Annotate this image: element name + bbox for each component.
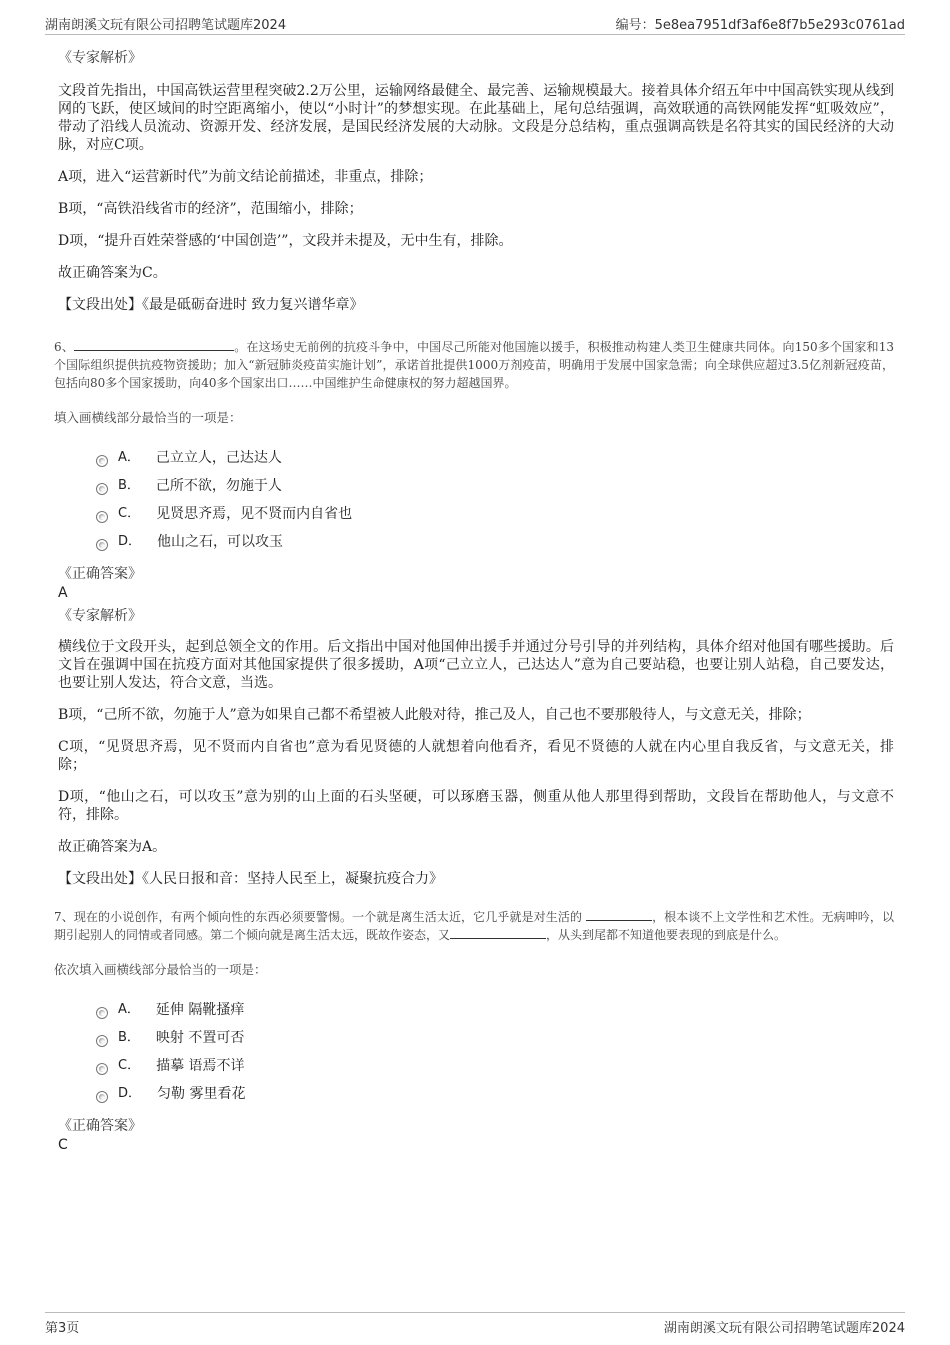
q7-stem-text: ，从头到尾都不知道他要表现的到底是什么。 [546,928,787,942]
page-header [45,12,905,35]
q5-analysis-label: 《专家解析》 [58,50,142,66]
q6-analysis-para: 横线位于文段开头，起到总领全文的作用。后文指出中国对他国伸出援手并通过分号引导的并列结构，具体介绍对他国有哪些援助。后文旨在强调中国在抗疫方面对其他国家提供了很多援助，A项“己立立人，己达达人”意为自己要站稳，也要让别人站稳，自己要发达，也要让别人发达，符合文意，当选。 [58,639,894,691]
option-text: 己立立人，己达达人 [155,450,282,466]
q5-answer-statement: 故正确答案为C。 [58,265,167,281]
q6-analysis-para: C项，“见贤思齐焉，见不贤而内自省也”意为看见贤德的人就想着向他看齐，看见不贤德的人就在内心里自我反省，与文意无关，排除； [58,739,894,773]
page-content [56,44,894,1154]
radio-icon[interactable] [96,511,108,523]
option-text: 见贤思齐焉，见不贤而内自省也 [156,506,353,522]
radio-icon[interactable] [96,539,108,551]
q6-options [96,444,894,556]
q6-source: 【文段出处】《人民日报和音：坚持人民至上，凝聚抗疫合力》 [58,871,443,887]
header-doc-id: 编号：5e8ea7951df3af6e8f7b5e293c0761ad [615,18,905,33]
page-footer [45,1312,905,1337]
q6-analysis-para: B项，“己所不欲，勿施于人”意为如果自己都不希望被人此般对待，推己及人，自己也不要那般待人，与文意无关，排除； [58,707,811,723]
q7-blank-2 [450,926,546,939]
q6-blank [74,338,234,351]
q5-source: 【文段出处】《最是砥砺奋进时 致力复兴谱华章》 [58,297,364,313]
header-title: 湖南朗溪文玩有限公司招聘笔试题库2024 [45,18,287,33]
q5-analysis-para: 文段首先指出，中国高铁运营里程突破2.2万公里，运输网络最健全、最完善、运输规模最大。接着具体介绍五年中中国高铁实现从线到网的飞跃，使区域间的时空距离缩小，使以“小时计”的梦想实现。在此基础上，尾句总结强调，高效联通的高铁网能发挥“虹吸效应”，带动了沿线人员流动、资源开发、经济发展，是国民经济发展的大动脉。文段是分总结构，重点强调高铁是名符其实的国民经济的大动脉，对应C项。 [58,83,894,153]
q7-stem-text: ，根本谈不上文学性和艺术性。无病呻吟，以期引起别人的同情或者同感。第二个倾向就是离生活太远，既故作姿态，又 [54,910,894,942]
option-letter: D． [118,534,142,549]
q7-option-a[interactable] [96,996,894,1024]
radio-icon[interactable] [96,455,108,467]
q7-option-d[interactable] [96,1080,894,1108]
option-letter: B． [118,1030,140,1045]
q6-analysis-label: 《专家解析》 [58,608,142,624]
option-letter: D． [118,1086,142,1101]
q6-answer-label: 《正确答案》 [58,566,142,582]
q6-stem [54,338,894,392]
option-text: 延伸 隔靴搔痒 [155,1002,245,1018]
option-text: 己所不欲，勿施于人 [155,478,282,494]
option-letter: A． [118,1002,140,1017]
q7-answer: C [58,1137,68,1153]
option-letter: B． [118,478,140,493]
option-text: 匀勒 雾里看花 [157,1086,246,1102]
q5-analysis-para: A项，进入“运营新时代”为前文结论前描述，非重点，排除； [58,169,433,185]
q7-prompt: 依次填入画横线部分最恰当的一项是： [54,962,267,977]
option-text: 描摹 语焉不详 [156,1058,245,1074]
option-letter: C． [118,506,141,521]
q7-blank-1 [586,908,652,921]
q7-option-c[interactable] [96,1052,894,1080]
q7-answer-label: 《正确答案》 [58,1118,142,1134]
radio-icon[interactable] [96,1091,108,1103]
option-letter: A． [118,450,140,465]
q6-prompt: 填入画横线部分最恰当的一项是： [54,410,242,425]
radio-icon[interactable] [96,483,108,495]
q6-option-a[interactable] [96,444,894,472]
q5-analysis-para: D项，“提升百姓荣誉感的‘中国创造’”，文段并未提及，无中生有，排除。 [58,233,513,249]
radio-icon[interactable] [96,1007,108,1019]
q7-options [96,996,894,1108]
q6-number: 6、 [54,340,75,354]
q6-answer: A [58,585,68,601]
radio-icon[interactable] [96,1035,108,1047]
q6-option-d[interactable] [96,528,894,556]
radio-icon[interactable] [96,1063,108,1075]
q5-analysis-para: B项，“高铁沿线省市的经济”，范围缩小，排除； [58,201,363,217]
q6-stem-text: 。在这场史无前例的抗疫斗争中，中国尽己所能对他国施以援手，积极推动构建人类卫生健康共同体。向150多个国家和13个国际组织提供抗疫物资援助；加入“新冠肺炎疫苗实施计划”，承诺首批提供1000万剂疫苗，明确用于发展中国家急需；向全球供应超过3.5亿剂新冠疫苗，包括向80多个国家援助，向40多个国家出口……中国维护生命健康权的努力超越国界。 [54,340,894,390]
option-text: 他山之石，可以攻玉 [157,534,284,550]
q7-stem [54,908,894,944]
q6-analysis-para: D项，“他山之石，可以攻玉”意为别的山上面的石头坚硬，可以琢磨玉器，侧重从他人那里得到帮助，文段旨在帮助他人，与文意不符，排除。 [58,789,894,823]
q6-answer-statement: 故正确答案为A。 [58,839,167,855]
option-letter: C． [118,1058,141,1073]
q6-option-b[interactable] [96,472,894,500]
q6-option-c[interactable] [96,500,894,528]
q7-stem-text: 7、现在的小说创作，有两个倾向性的东西必须要警惕。一个就是离生活太近，它几乎就是对生活的 [54,910,583,924]
page-number: 第3页 [45,1321,80,1336]
option-text: 映射 不置可否 [155,1030,245,1046]
q7-option-b[interactable] [96,1024,894,1052]
footer-title: 湖南朗溪文玩有限公司招聘笔试题库2024 [663,1321,905,1336]
